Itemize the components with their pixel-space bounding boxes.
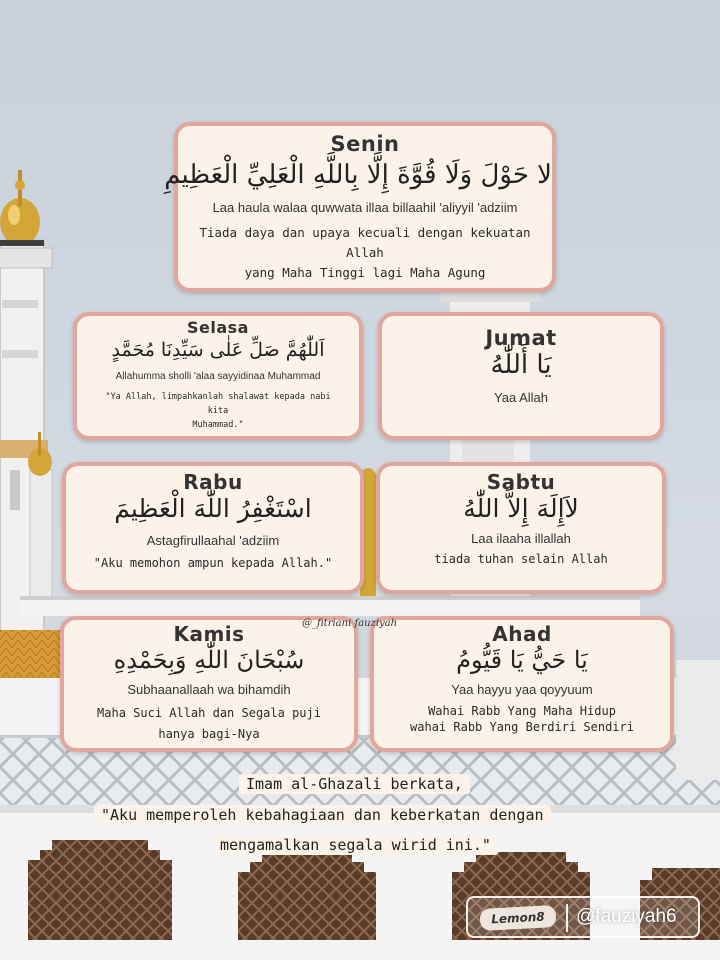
day-title: Sabtu (486, 470, 556, 494)
arabic-text: يَا أَللّٰهُ (490, 350, 552, 380)
arabic-text: سُبْحَانَ اللّٰهِ وَبِحَمْدِهِ (113, 646, 305, 674)
day-title: Senin (330, 132, 400, 156)
arabic-text: اَللّٰهُمَّ صَلِّ عَلٰى سَيِّدِنَا مُحَمَّدٍ (111, 339, 325, 361)
translation-line: Muhammad." (192, 420, 244, 430)
translation-text: "Aku memohon ampun kepada Allah." (93, 556, 333, 570)
card-jumat (378, 312, 664, 440)
card-ahad (370, 616, 674, 752)
day-title: Kamis (173, 622, 245, 646)
day-title: Ahad (492, 622, 552, 646)
translation-line: Tiada daya dan upaya kecuali dengan kekuatan Allah (199, 225, 531, 260)
quote-line: mengamalkan segala wirid ini." (213, 835, 498, 855)
card-sabtu (376, 462, 666, 594)
latin-text: Subhaanallaah wa bihamdih (127, 682, 291, 697)
lemon8-badge[interactable] (466, 896, 700, 938)
translation-text (77, 390, 359, 432)
card-kamis (60, 616, 358, 752)
balustrade (20, 596, 640, 616)
translation-text (374, 703, 670, 735)
translation-text (178, 223, 552, 283)
badge-divider (566, 904, 568, 932)
day-title: Rabu (183, 470, 243, 494)
latin-text: Astagfirullaahal 'adziim (146, 533, 280, 548)
arabic-text: لا حَوْلَ وَلَا قُوَّةَ إِلَّا بِاللَّهِ الْعَلِيِّ الْعَظِيمِ (164, 160, 552, 190)
translation-line: Maha Suci Allah dan Segala puji (97, 706, 321, 720)
card-rabu (62, 462, 364, 594)
latin-text: Allahumma sholli 'alaa sayyidinaa Muhammad (115, 371, 321, 382)
translation-text: tiada tuhan selain Allah (434, 552, 608, 566)
arabic-text: اسْتَغْفِرُ اللّٰهَ الْعَظِيمَ (114, 494, 312, 523)
quote-line: "Aku memperoleh kebahagiaan dan keberkatan dengan (94, 805, 551, 825)
quote-line: Imam al-Ghazali berkata, (239, 774, 470, 794)
card-selasa (73, 312, 363, 440)
latin-text: Yaa hayyu yaa qoyyuum (451, 682, 593, 697)
arabic-text: يَا حَيُّ يَا قَيُّومُ (456, 646, 588, 674)
latin-text: Yaa Allah (494, 390, 548, 405)
latin-text: Laa haula walaa quwwata illaa billaahil 'aliyyil 'adziim (212, 200, 518, 215)
translation-text (64, 703, 354, 745)
translation-line: yang Maha Tinggi lagi Maha Agung (244, 265, 486, 280)
translation-line: Wahai Rabb Yang Maha Hidup (428, 704, 616, 718)
translation-line: wahai Rabb Yang Berdiri Sendiri (410, 720, 634, 734)
minaret-left-small (28, 432, 52, 610)
author-watermark: @_fitriani fauziyah (302, 618, 398, 629)
arabic-text: لاَإِلَهَ إِلاَّ اللّٰهُ (463, 494, 579, 523)
translation-line: hanya bagi-Nya (158, 727, 260, 741)
day-title: Selasa (187, 318, 249, 337)
latin-text: Laa ilaaha illallah (471, 531, 571, 546)
card-senin (164, 122, 556, 292)
username[interactable]: @fauziyah6 (576, 906, 677, 927)
day-title: Jumat (485, 326, 557, 350)
lemon8-logo: Lemon8 (479, 905, 556, 931)
translation-line: "Ya Allah, limpahkanlah shalawat kepada nabi kita (105, 392, 331, 416)
